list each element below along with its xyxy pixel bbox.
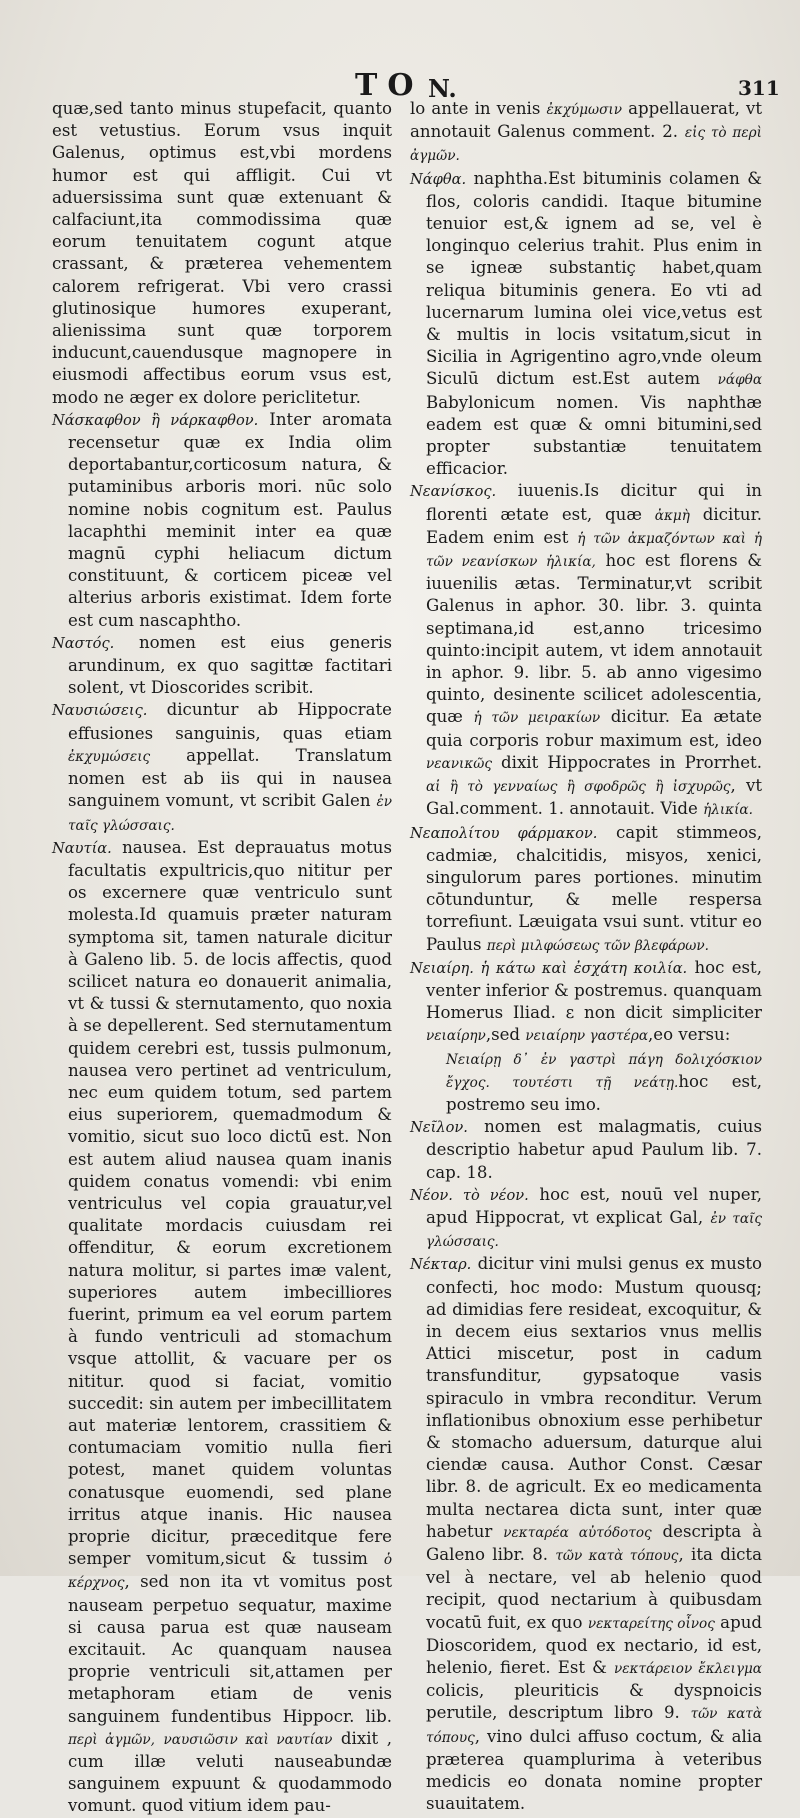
headword: Νειαίρη. ἡ κάτω καὶ ἐσχάτη κοιλία.	[410, 959, 688, 977]
running-head-right: N.	[428, 74, 457, 103]
entry-neilon: Νεῖλον. nomen est malagmatis, cuius descriptio habetur apud Paulum lib. 7. cap. 18.	[410, 1117, 762, 1182]
headword: Νεῖλον.	[410, 1119, 468, 1137]
entry-neapolitou-pharmakon: Νεαπολίτου φάρμακον. capit stimmeos, cadmiæ, chalcitidis, misyos, xenici, singulorum pares portiones. minutim cōtunduntur, & melle respersa torrefiunt. Læuigata vsui sunt. vtitur eo Paulus περὶ μιλφώσεως τῶν βλεφάρων.	[410, 822, 762, 954]
headword: Ναυτία.	[52, 839, 112, 857]
entry-continuation: quæ,sed tanto minus stupefacit, quanto est vetustius. Eorum vsus inquit Galenus, optimus est,vbi mordens humor est qui affligit. Cui vt aduersissima sunt quæ extenuant & calfaciunt,ita commodissima quæ eorum tenuitatem cogunt atque crassant, & præterea vehementem calorem refrigerat. Vbi vero crassi glutinosique humores exuperant, alienissima sunt quæ torporem inducunt,cauendusque magnopere in eiusmodi affectibus eorum vsus est, modo ne æger ex dolore periclitetur.	[52, 99, 392, 407]
entry-nautia: Ναυτία. nausea. Est deprauatus motus facultatis expultricis,quo nititur per os excernere quæ ventriculo sunt molesta.Id quamuis præter naturam symptoma sit, tamen naturale dicitur à Galeno lib. 5. de locis affectis, quod scilicet natura eo donauerit animalia, vt & tussi & sternutamento, quo noxia à se depellerent. Sed sternutamentum quidem cerebri est, tussis pulmonum, nausea vero pertinet ad ventriculum, nec eum quidem totum, sed partem eius superiorem, quemadmodum & vomitio, sicut suo loco dictū est. Non est autem aliud nausea quam inanis quidem conatus vomendi: vbi enim ventriculus vel copia grauatur,vel qualitate mordacis cuiusdam rei offenditur, & eorum excretionem natura molitur, si partes imæ valent, superiores autem imbecilliores fuerint, primum ea vel eorum partem à fundo ventriculi ad stomachum vsque attollit, & vacuare per os nititur. quod si faciat, vomitio succedit: sin autem per imbecillitatem aut materiæ lentorem, crassitiem & contumaciam vomitio nulla fieri potest, manet quidem voluntas conatusque euomendi, sed plane irritus atque inanis. Hic nausea proprie dicitur, præceditque fere semper vomitum,sicut & tussim ὁ κέρχνος, sed non ita vt vomitus post nauseam perpetuo sequatur, maxime si causa parua est quæ nauseam excitauit. Ac quanquam nausea proprie ventriculi sit,attamen per metaphoram etiam de venis sanguinem fundentibus Hippocr. lib. περὶ ἀγμῶν, ναυσιῶσιν καὶ ναυτίαν dixit , cum illæ veluti nauseabundæ sanguinem expuunt & quodammodo vomunt. quod vitium idem pau-	[52, 837, 392, 1816]
entry-naphtha: Νάφθα. naphtha.Est bituminis colamen & flos, coloris candidi. Itaque bitumine tenuior est,& ignem ad se, vel è longinquo celerius trahit. Plus enim in se igneæ substantiç habet,quam reliqua bituminis genera. Eo vti ad lucernarum lumina olei vice,vetus est & multis in locis vsitatum,sicut in Sicilia in Agrigentino agro,vnde oleum Siculū dictum est.Est autem νάφθα Babylonicum nomen. Vis naphthæ eadem est quæ & omni bitumini,sed propter substantiæ tenuitatem efficacior.	[410, 168, 762, 479]
entry-neaniskos: Νεανίσκος. iuuenis.Is dicitur qui in florenti ætate est, quæ ἀκμὴ dicitur. Eadem enim est ἡ τῶν ἀκμαζόντων καὶ ἡ τῶν νεανίσκων ἡλικία, hoc est florens & iuuenilis ætas. Terminatur,vt scribit Galenus in aphor. 30. libr. 3. quinta septimana,id est,anno tricesimo quinto:incipit autem, vt idem annotauit in aphor. 9. libr. 5. ab anno vigesimo quinto, desinente scilicet adolescentia, quæ ἡ τῶν μειρακίων dicitur. Ea ætate quia corporis robur maximum est, ideo νεανικῶς dixit Hippocrates in Prorrhet. αἱ ἢ τὸ γενναίως ἢ σφοδρῶς ἢ ἰσχυρῶς, vt Gal.comment. 1. annotauit. Vide ἡλικία.	[410, 481, 762, 819]
page-header	[0, 68, 800, 102]
headword: Ναυσιώσεις.	[52, 702, 148, 720]
verse-quotation: Νειαίρῃ δ᾽ ἐν γαστρὶ πάγη δολιχόσκιον ἔγχος. τουτέστι τῇ νεάτῃ.hoc est, postremo seu imo.	[446, 1051, 762, 1114]
headword: Νάφθα.	[410, 170, 467, 188]
entry-nascaphthon: Νάσκαφθον ἢ νάρκαφθον. Inter aromata recensetur quæ ex India olim deportabantur,corticosum natura, & putaminibus arboris mori. nūc solo nomine nobis cognitum est. Paulus lacaphthi meminit inter ea quæ magnū cyphi heliacum dictum constituunt, & corticem piceæ vel alterius arboris existimat. Idem forte est cum nascaphtho.	[52, 409, 393, 630]
entry-nausioseis: Ναυσιώσεις. dicuntur ab Hippocrate effusiones sanguinis, quas etiam ἐκχυμώσεις appellat. Translatum nomen est ab iis qui in nausea sanguinem vomunt, vt scribit Galen ἐν ταῖς γλώσσαις.	[52, 700, 392, 834]
headword: Νεαπολίτου φάρμακον.	[410, 824, 598, 842]
headword: Νάσκαφθον ἢ νάρκαφθον.	[52, 411, 259, 429]
entry-neon: Νέον. τὸ νέον. hoc est, nouū vel nuper, apud Hippocrat, vt explicat Gal, ἐν ταῖς γλώσσαις.	[410, 1184, 762, 1251]
page-number: 311	[738, 76, 780, 100]
headword: Νέκταρ.	[410, 1256, 472, 1274]
entry-nektar: Νέκταρ. dicitur vini mulsi genus ex musto confecti, hoc modo: Mustum quousq; ad dimidias fere resideat, excoquitur, & in decem eius sextarios vnus mellis Attici miscetur, post in cadum transfunditur, gypsatoque vasis spiraculo in vmbra reconditur. Verum inflationibus obnoxium esse perhibetur & stomacho aduersum, daturque alui ciendæ causa. Author Const. Cæsar libr. 8. de agricult. Ex eo medicamenta multa nectarea dicta sunt, inter quæ habetur νεκταρέα αὐτόδοτος descripta à Galeno libr. 8. τῶν κατὰ τόπους, ita dicta vel à nectare, vel ab helenio quod recipit, quod nectarium à quibusdam vocatū fuit, ex quo νεκταρείτης οἶνος apud Dioscoridem, quod ex nectario, id est, helenio, fieret. Est & νεκτάρειον ἔκλειγμα colicis, pleuriticis & dyspnoicis perutile, descriptum libro 9. τῶν κατὰ τόπους, vino dulci affuso coctum, & alia præterea quamplurima à veteribus medicis eo donata nomine propter suauitatem.	[410, 1254, 763, 1814]
running-head-left: TO	[355, 68, 424, 103]
left-column	[52, 98, 392, 1818]
headword: Νεανίσκος.	[410, 483, 497, 501]
headword: Νέον. τὸ νέον.	[410, 1186, 529, 1204]
right-column	[410, 98, 762, 1815]
entry-continuation: lo ante in venis ἐκχύμωσιν appellauerat, vt annotauit Galenus comment. 2. εἰς τὸ περὶ ἀγμῶν.	[410, 99, 762, 165]
headword: Ναστός.	[52, 634, 115, 652]
entry-nastos: Ναστός. nomen est eius generis arundinum, ex quo sagittæ factitari solent, vt Dioscorides scribit.	[52, 632, 392, 698]
entry-neiaire: Νειαίρη. ἡ κάτω καὶ ἐσχάτη κοιλία. hoc est, venter inferior & postremus. quanquam Homerus Iliad. ε non dicit simpliciter νειαίρην,sed νειαίρην γαστέρα,eo versu:	[410, 957, 762, 1045]
